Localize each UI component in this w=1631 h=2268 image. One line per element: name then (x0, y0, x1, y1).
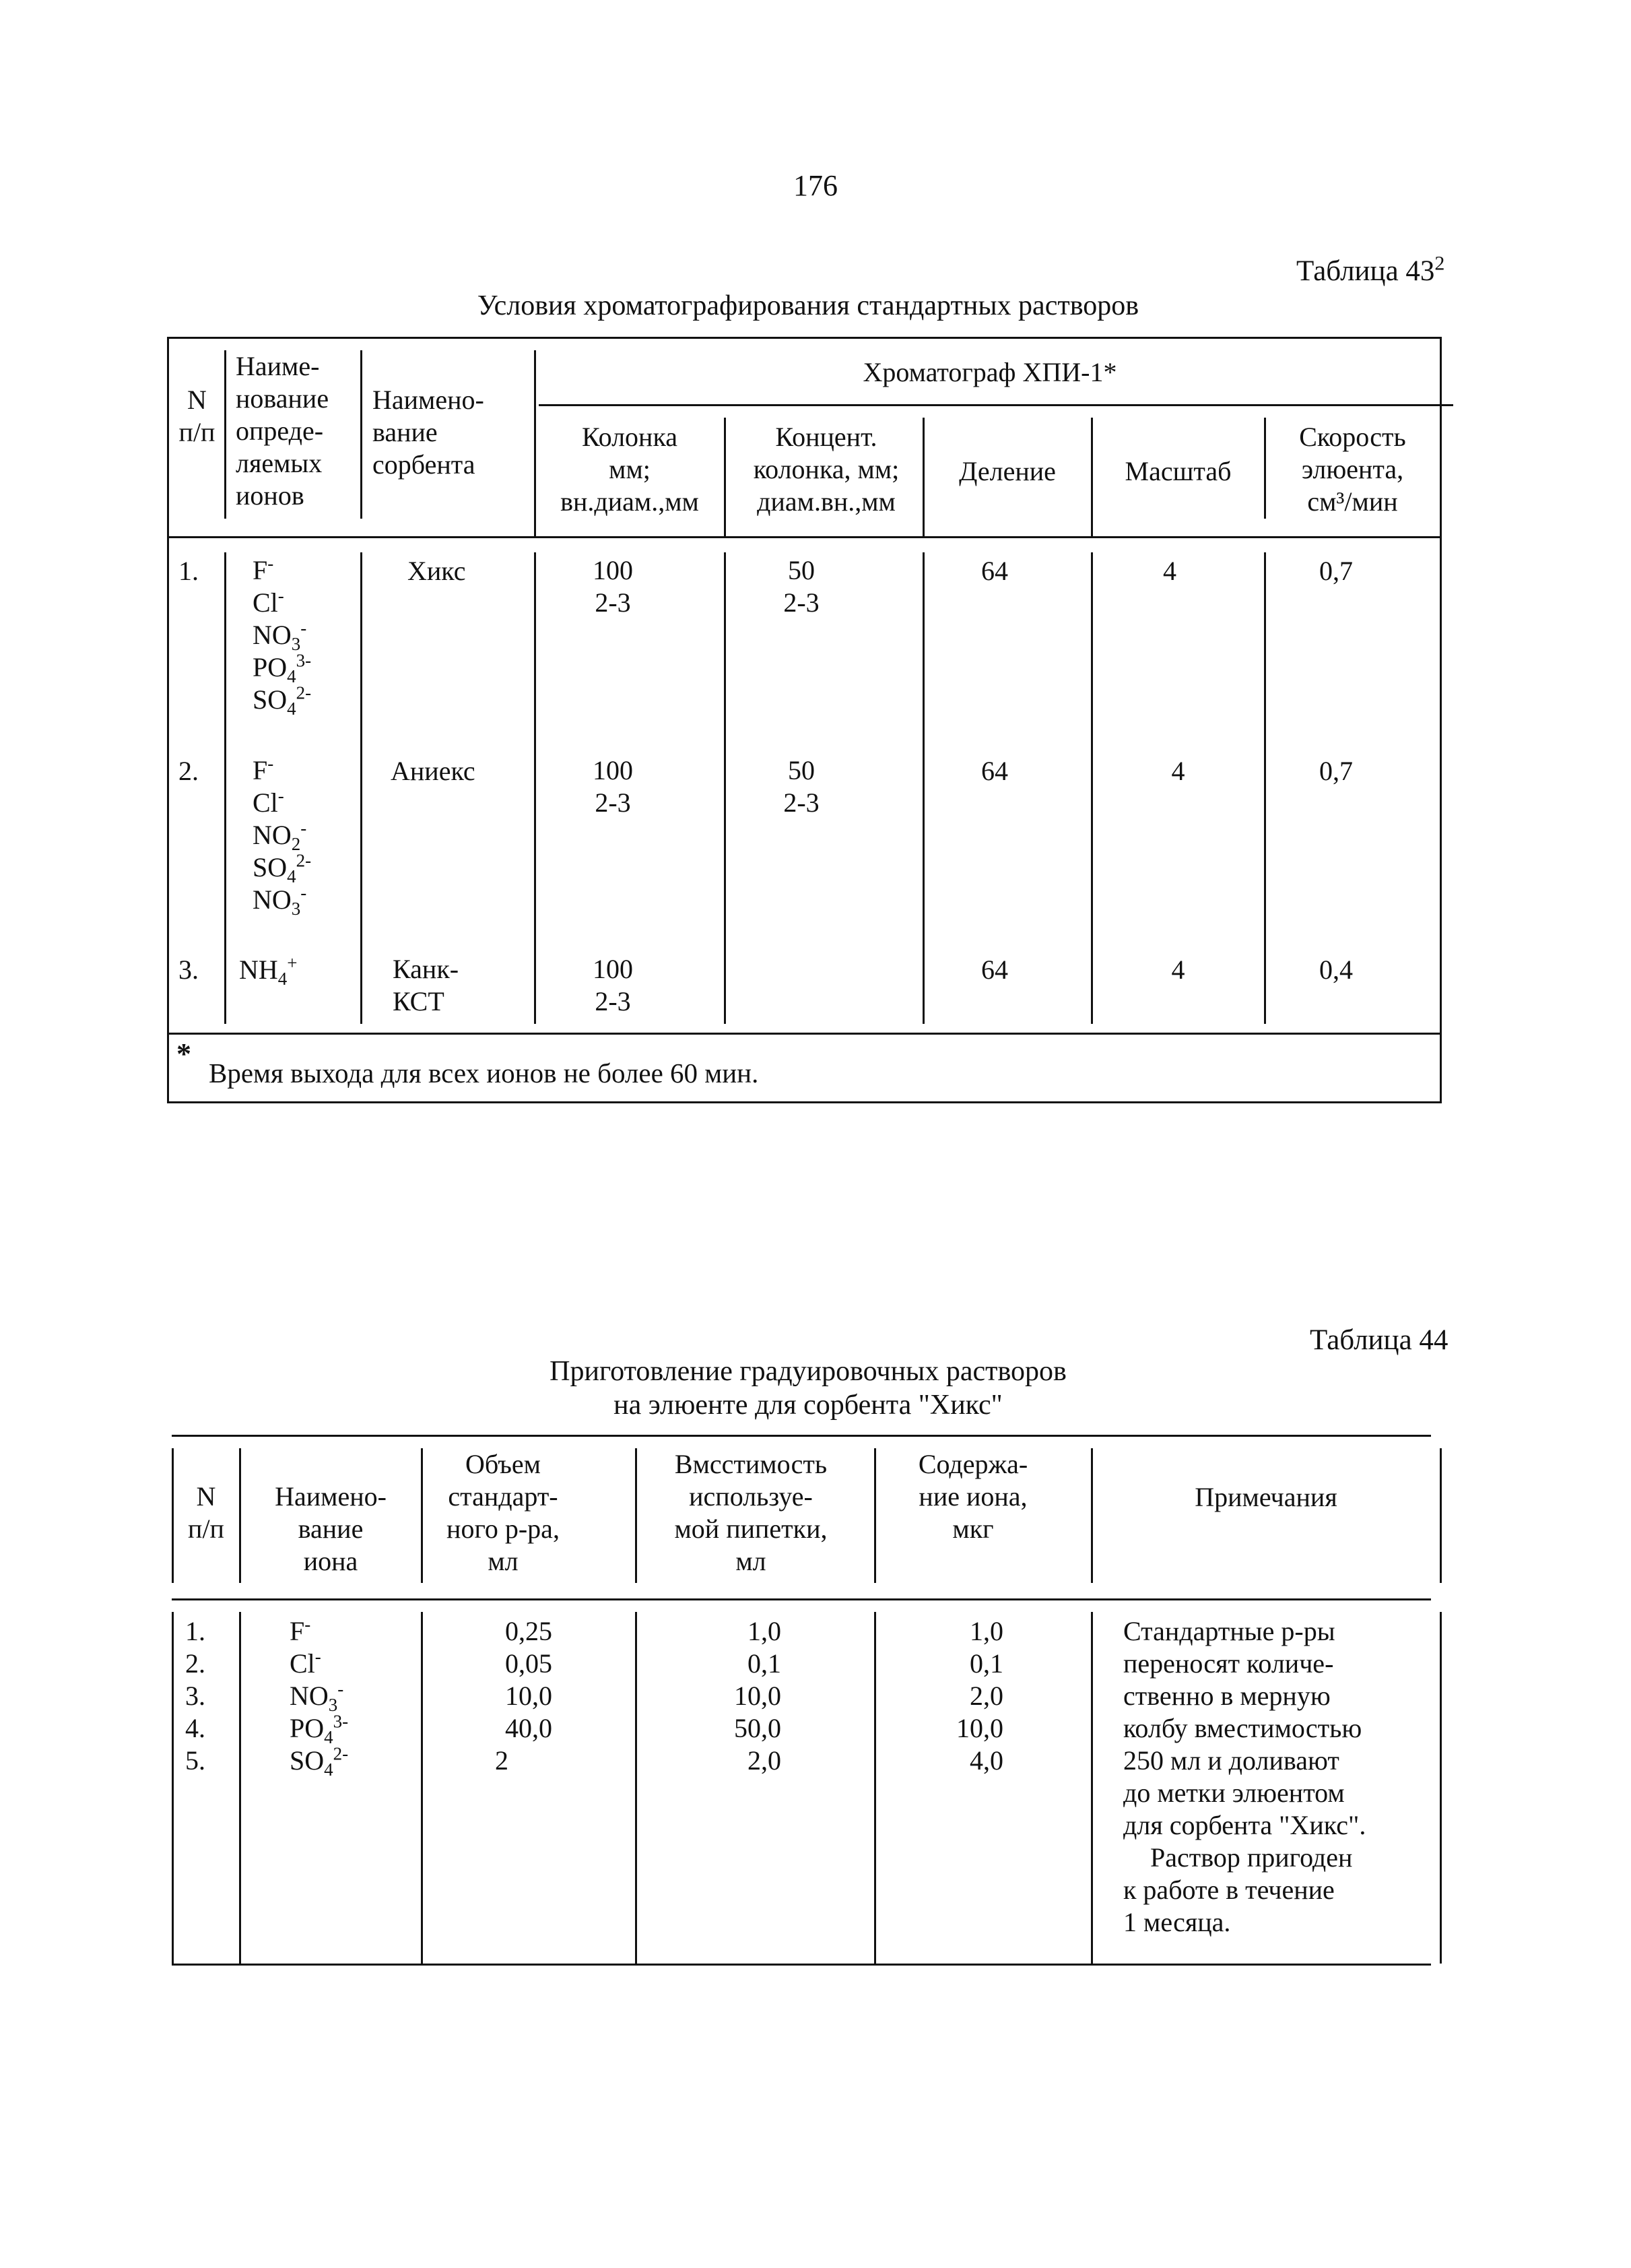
t43-row3-column: 100 2-3 (593, 954, 633, 1016)
t44-vline-b3 (635, 1612, 637, 1964)
t43-row3-sorbent: Канк- КСТ (393, 954, 459, 1016)
t43-row1-scale: 4 (1163, 556, 1176, 586)
t43-row2-sorbent: Аниекс (391, 756, 475, 786)
t43-row3-speed: 0,4 (1319, 954, 1353, 985)
t44-vline-h5 (1091, 1448, 1093, 1583)
t43-row1-ions: F- Cl- $NO_3^-$ $PO_4^{3-}$ $SO_4^{2-}$ (253, 553, 312, 719)
table-44-label: Таблица 44 (1310, 1324, 1449, 1356)
table-43-body-rule (167, 1033, 1441, 1035)
t43-row3-ions: $NH_4^+$ (239, 952, 298, 989)
table-44-title-line2: на элюенте для сорбента "Хикс" (613, 1390, 1003, 1421)
t43-vline-b2 (360, 552, 362, 1024)
t43-row1-column: 100 2-3 (593, 555, 633, 618)
table-43-chrom-rule (539, 404, 1453, 406)
t43-footnote: Время выхода для всех ионов не более 60 мин. (209, 1058, 759, 1089)
t43-header-division: Деление (959, 456, 1056, 486)
t44-vline-b1 (239, 1612, 241, 1964)
t43-header-chromatograph: Хроматограф ХПИ-1* (863, 357, 1117, 387)
table-43-right-border (1440, 337, 1442, 1103)
t44-header-notes: Примечания (1195, 1482, 1337, 1512)
t43-row3-scale: 4 (1171, 954, 1185, 985)
t43-row2-conc: 50 2-3 (783, 755, 820, 818)
t43-header-scale: Масштаб (1125, 456, 1232, 486)
t43-row2-speed: 0,7 (1319, 756, 1353, 786)
t43-header-sorbent: Наимено- вание сорбента (372, 385, 484, 480)
t43-row1-conc: 50 2-3 (783, 555, 820, 618)
table-43-title: Условия хроматографирования стандартных растворов (477, 290, 1139, 321)
t44-vline-b5 (1091, 1612, 1093, 1964)
t43-header-column: Колонка мм; вн.диам.,мм (560, 422, 699, 517)
table-43-header-rule (167, 536, 1441, 538)
t43-row2-division: 64 (981, 756, 1008, 786)
t43-vline-h2 (360, 350, 362, 519)
t43-row2-scale: 4 (1171, 756, 1185, 786)
t43-row3-num: 3. (178, 954, 199, 985)
t44-header-content: Содержа- ние иона, мкг (918, 1449, 1028, 1544)
t44-contents: 1,0 0,1 2,0 10,0 4,0 (956, 1616, 1003, 1776)
table-44-bottom-rule (172, 1964, 1431, 1966)
t44-header-capacity: Вмсстимость используе- мой пипетки, мл (674, 1449, 828, 1576)
t44-vline-b0 (172, 1612, 174, 1964)
table-43-label: Таблица $43^2$ (1296, 252, 1445, 287)
t43-row1-sorbent: Хикс (407, 556, 466, 586)
t43-row1-speed: 0,7 (1319, 556, 1353, 586)
t43-row3-division: 64 (981, 954, 1008, 985)
table-43-left-border (167, 337, 169, 1103)
t44-header-volume: Объем стандарт- ного р-ра, мл (446, 1449, 560, 1576)
table-43-top-rule (167, 337, 1441, 339)
table-44-title-line1: Приготовление градуировочных растворов (550, 1356, 1067, 1387)
t43-row2-ions: F- Cl- $NO_2^-$ $SO_4^{2-}$ $NO_3^-$ (253, 753, 312, 919)
t43-vline-b4 (724, 552, 726, 1024)
t44-header-num: N п/п (188, 1481, 224, 1544)
t43-footnote-mark: * (176, 1037, 191, 1070)
t44-vline-b6 (1440, 1612, 1442, 1964)
t44-notes: Стандартные р-ры переносят количе- ственно в мерную колбу вместимостью 250 мл и доливают до метки элюентом для сорбента "Хикс". Раствор пригоден к работе в течение 1 месяца. (1123, 1616, 1366, 1937)
t44-nums: 1. 2. 3. 4. 5. (185, 1616, 205, 1776)
table-43-bottom-rule (167, 1101, 1441, 1103)
t44-ions: F- Cl- $NO_3^-$ $PO_4^{3-}$ $SO_4^{2-}$ (290, 1614, 349, 1780)
t43-row2-num: 2. (178, 756, 199, 786)
t44-header-ion: Наимено- вание иона (275, 1481, 387, 1576)
t43-header-speed: Скорость элюента, см³/мин (1299, 422, 1406, 517)
t43-row1-division: 64 (981, 556, 1008, 586)
t44-vline-h6 (1440, 1448, 1442, 1583)
t43-vline-b3 (534, 552, 536, 1024)
t43-header-conc-column: Концент. колонка, мм; диам.вн.,мм (753, 422, 900, 517)
page-number: 176 (793, 169, 838, 202)
t44-capacities: 1,0 0,1 10,0 50,0 2,0 (734, 1616, 781, 1776)
t43-header-ions: Наиме- нование опреде- ляемых ионов (236, 351, 329, 511)
table-44-header-rule (172, 1598, 1431, 1600)
t43-header-num: N п/п (178, 385, 215, 447)
t44-vline-b2 (421, 1612, 423, 1964)
t44-volumes: 0,25 0,05 10,0 40,0 2 (495, 1616, 552, 1776)
t43-row1-num: 1. (178, 556, 199, 586)
t43-row2-column: 100 2-3 (593, 755, 633, 818)
table-44-top-rule (172, 1435, 1431, 1437)
t43-vline-b1 (224, 552, 226, 1024)
